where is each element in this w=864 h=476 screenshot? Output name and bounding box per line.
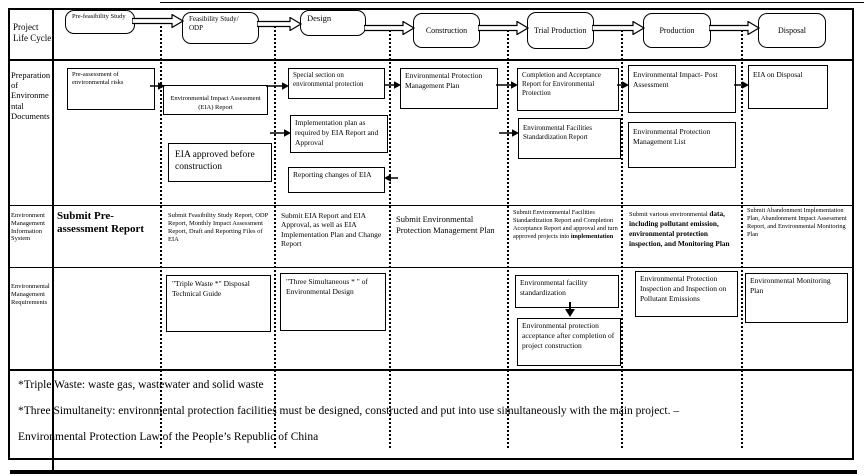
table-border-left: [8, 8, 10, 460]
arrow-trial-to-production-icon: [592, 21, 645, 35]
box-three-simultaneous-design: "Three Simultaneous * " of Environmental Design: [280, 273, 386, 331]
box-reporting-changes: Reporting changes of EIA: [288, 167, 385, 193]
footnote-triple-waste: *Triple Waste: waste gas, wastewater and solid waste: [18, 379, 264, 391]
box-special-section: Special section on environmental protection: [288, 68, 385, 99]
arrow-design-to-construction-icon: [364, 21, 415, 35]
cell-submit-pre-assessment: Submit Pre-assessment Report: [57, 210, 145, 235]
cell-submit-feasibility-reports: Submit Feasibility Study Report, ODP Report, Monthly Impact Assessment Report, Draft and Reporting Files of EIA: [168, 212, 268, 244]
box-facility-standardization: Environmental facility standardization: [515, 275, 619, 308]
cell-text-bold: data, including pollutant emission, environmental protection inspection, and Monitoring Plan: [629, 209, 730, 249]
cell-text-regular: Submit various environmental: [629, 211, 710, 218]
box-eia-on-disposal: EIA on Disposal: [748, 65, 828, 109]
table-border-bottom: [8, 458, 854, 460]
phase-production: Production: [643, 13, 711, 48]
arrow-into-implementation-plan-icon: [270, 128, 291, 138]
arrow-into-facilities-standardization-icon: [499, 128, 519, 138]
row-label-info-system: Environment Management Information System: [11, 212, 45, 243]
arrow-completion-to-post-assessment-icon: [617, 80, 629, 90]
phase-trial-production: Trial Production: [527, 12, 594, 49]
row-separator-info-system: [8, 267, 854, 268]
box-eia-report: Environmental Impact Assessment (EIA) Report: [163, 85, 268, 115]
phase-disposal: Disposal: [758, 13, 826, 48]
box-triple-waste-guide: "Triple Waste *" Disposal Technical Guide: [166, 275, 271, 332]
box-pre-assessment: Pre-assessment of environmental risks: [67, 68, 155, 110]
arrow-preassessment-to-eia-icon: [150, 81, 165, 91]
cell-submit-abandonment-reports: Submit Abandonment Implementation Plan, Abandonment Impact Assessment Report, and Environmental Monitoring Plan: [747, 207, 847, 238]
box-protection-inspection: Environmental Protection Inspection and Inspection on Pollutant Emissions: [635, 271, 738, 317]
row-label-project-life-cycle: Project Life Cycle: [13, 22, 52, 43]
phase-design: Design: [300, 10, 366, 36]
arrow-prefeasibility-to-feasibility-icon: [132, 14, 184, 28]
box-protection-management-plan: Environmental Protection Management Plan: [400, 68, 498, 109]
scan-edge-line: [160, 2, 864, 3]
footnote-law-reference: Environmental Protection Law of the People’s Republic of China: [18, 431, 319, 443]
box-implementation-plan: Implementation plan as required by EIA Report and Approval: [290, 115, 388, 153]
arrow-post-assessment-to-disposal-icon: [734, 80, 749, 90]
cell-submit-environmental-data: [629, 209, 737, 250]
box-completion-acceptance-report: Completion and Acceptance Report for Environmental Protection: [517, 68, 619, 111]
box-impact-post-assessment: Environmental Impact- Post Assessment: [628, 65, 736, 113]
cell-text-regular: Submit Environmental Facilities Standardization Report and Completion Acceptance Report and approval and turn approved projects into: [513, 209, 618, 240]
cell-submit-facilities-reports: [513, 209, 619, 240]
cell-submit-management-plan: Submit Environmental Protection Management Plan: [396, 214, 495, 235]
row-label-preparation-documents: Preparation of Environmental Documents: [11, 70, 51, 121]
row-label-management-requirements: Environmental Management Requirements: [11, 283, 50, 306]
arrow-management-plan-to-completion-icon: [496, 80, 518, 90]
arrow-feasibility-to-design-icon: [257, 17, 302, 31]
row-separator-lifecycle: [8, 59, 854, 61]
arrow-standardization-to-acceptance-icon: [564, 302, 576, 318]
footnote-three-simultaneity: *Three Simultaneity: environmental protection facilities must be designed, constructed and put into use simultaneously with the main project. –: [18, 405, 680, 417]
arrow-construction-to-trial-icon: [478, 21, 529, 35]
box-facilities-standardization-report: Environmental Facilities Standardization Report: [518, 118, 621, 159]
box-monitoring-plan: Environmental Monitoring Plan: [745, 273, 848, 323]
arrow-production-to-disposal-icon: [709, 21, 760, 35]
cell-text-bold: implementation: [570, 232, 614, 240]
box-protection-acceptance: Environmental protection acceptance after completion of project construction: [517, 318, 621, 366]
phase-construction: Construction: [413, 13, 480, 48]
box-protection-management-list: Environmental Protection Management List: [628, 122, 736, 168]
arrow-eia-to-special-section-icon: [266, 81, 289, 91]
box-eia-approved: EIA approved before construction: [168, 143, 272, 182]
cell-submit-eia-reports: Submit EIA Report and EIA Approval, as well as EIA Implementation Plan and Change Report: [281, 211, 382, 249]
arrow-special-to-management-plan-icon: [384, 80, 401, 90]
table-border-top: [8, 8, 854, 10]
table-border-right: [852, 8, 854, 460]
page-bottom-bar: [10, 470, 857, 474]
arrow-into-reporting-changes-icon: [384, 173, 398, 183]
row-separator-documents: [8, 205, 854, 206]
phase-feasibility-odp: Feasibility Study/ ODP: [182, 12, 259, 44]
row-separator-requirements: [8, 369, 854, 371]
phase-pre-feasibility: Pre-feasibility Study: [65, 10, 135, 34]
